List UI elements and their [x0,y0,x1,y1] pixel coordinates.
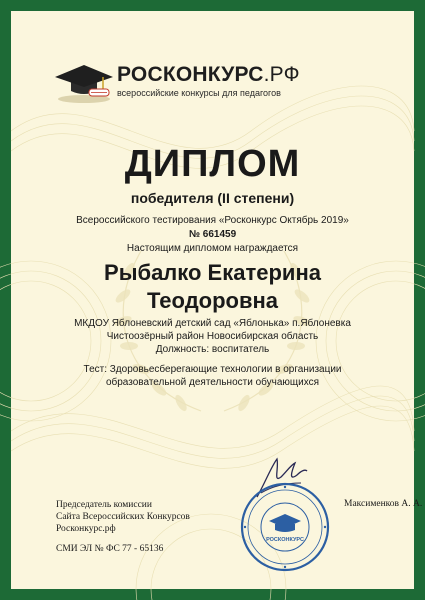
test-topic [11,363,414,389]
contest-name: Всероссийского тестирования «Росконкурс Октябрь 2019» [76,215,349,226]
diploma-title: ДИПЛОМ [124,143,301,185]
recipient-name-line2: Теодоровна [146,288,279,313]
chair-line2: Сайта Всероссийских Конкурсов [56,512,190,522]
recipient-position: Должность: воспитатель [155,344,270,355]
chair-line3: Росконкурс.рф [56,524,116,534]
official-stamp [239,481,331,573]
diploma-frame [11,11,423,589]
org-line1: МКДОУ Яблоневский детский сад «Яблонька» п.Яблоневка [74,318,351,329]
registration-number: СМИ ЭЛ № ФС 77 - 65136 [56,544,164,554]
test-line2: образовательной деятельности обучающихся [105,377,320,388]
signer-name: Максименков А. А. [344,499,423,509]
org-line2: Чистоозёрный район Новосибирская область [106,331,319,342]
brand-name-main: РОСКОНКУРС [117,63,264,86]
brand-tagline: всероссийские конкурсы для педагогов [117,88,281,98]
awarded-text: Настоящим дипломом награждается [126,243,299,254]
brand-name [117,63,300,87]
recipient-name-line1: Рыбалко Екатерина [104,260,321,285]
chair-line1: Председатель комиссии [56,500,152,510]
chair-block [56,499,190,535]
graduation-cap-icon [53,57,115,107]
stamp-center-text: РОСКОНКУРС [266,537,304,543]
diploma-degree: победителя (II степени) [130,190,295,206]
recipient-organization [11,317,414,356]
diploma-number: № 661459 [188,229,237,240]
recipient-name [11,259,414,315]
test-line1: Тест: Здоровьесберегающие технологии в организации [83,364,342,375]
brand-name-suffix: .РФ [263,63,300,86]
